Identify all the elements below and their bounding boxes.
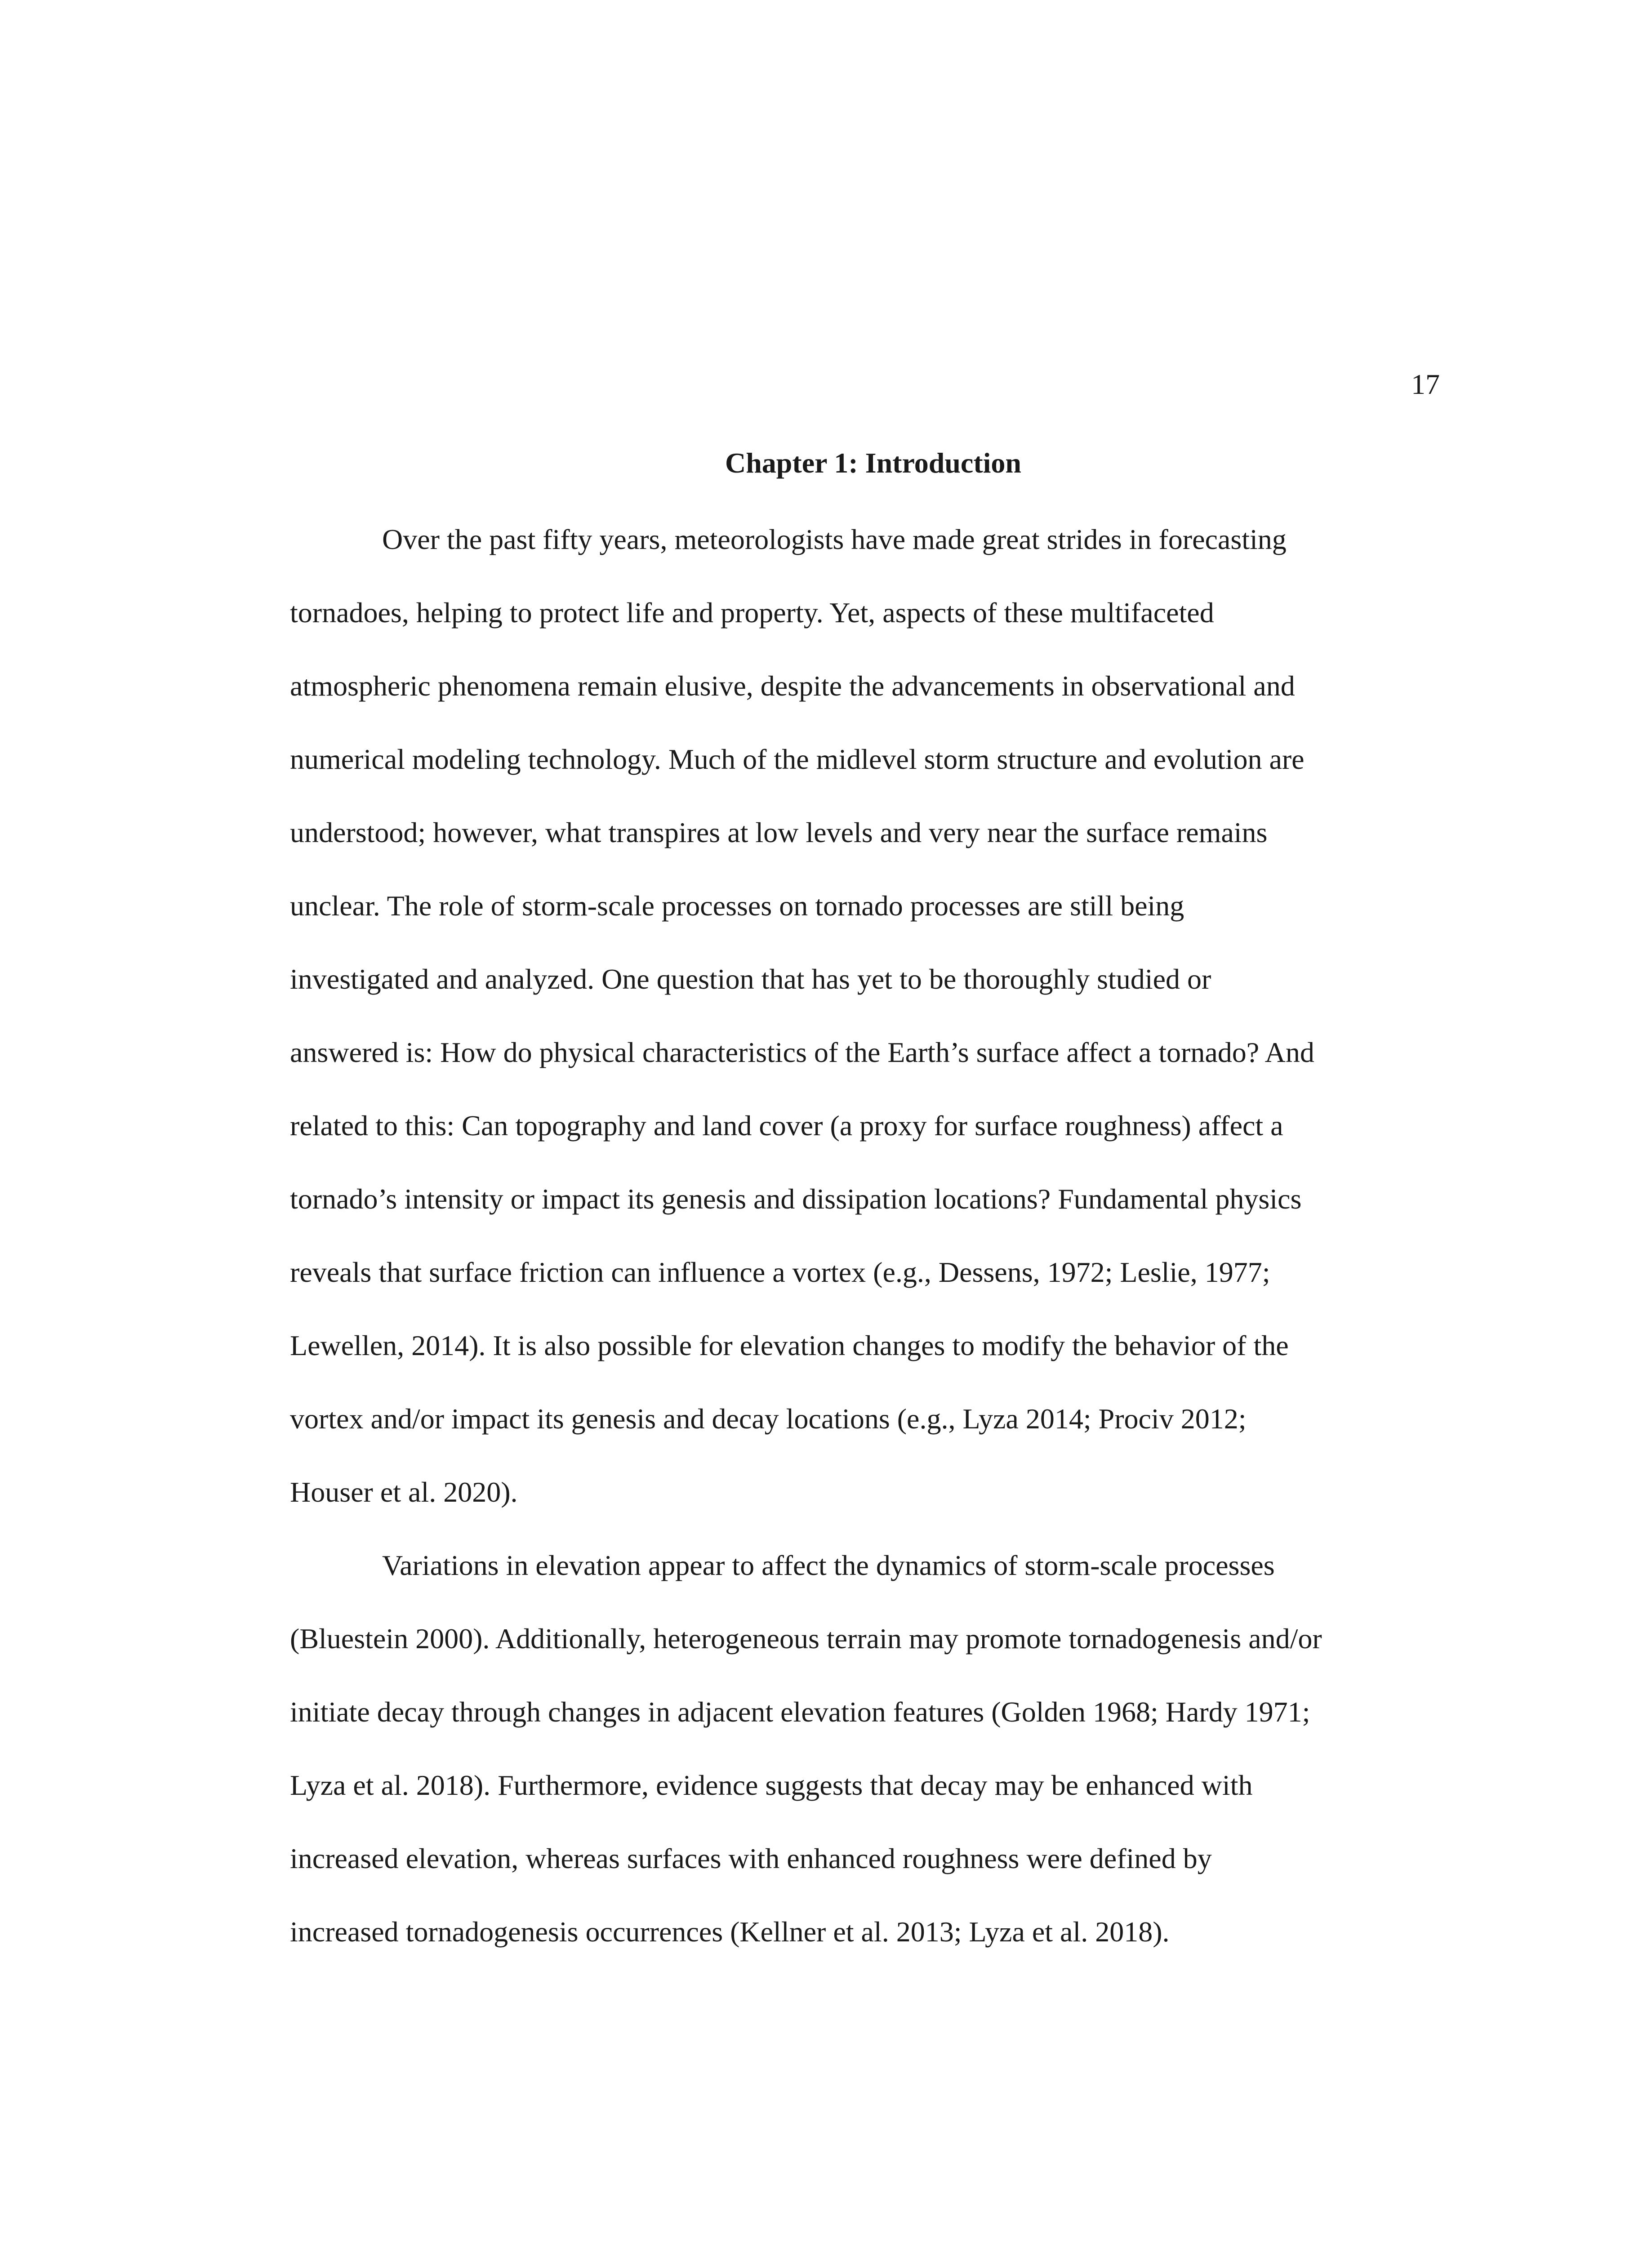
paragraph-line: Lyza et al. 2018). Furthermore, evidence suggests that decay may be enhanced with	[290, 1769, 1253, 1801]
paragraph-line: answered is: How do physical characteristics of the Earth’s surface affect a tornado? And	[290, 1036, 1314, 1068]
body-text	[290, 445, 1432, 1968]
paragraph-line: Houser et al. 2020).	[290, 1476, 518, 1508]
paragraph-1	[290, 503, 1432, 1529]
page-number: 17	[1411, 368, 1440, 400]
paragraph-line: numerical modeling technology. Much of the midlevel storm structure and evolution are	[290, 743, 1305, 775]
paragraph-line: (Bluestein 2000). Additionally, heterogeneous terrain may promote tornadogenesis and/or	[290, 1623, 1322, 1655]
paragraph-line: reveals that surface friction can influence a vortex (e.g., Dessens, 1972; Leslie, 1977;	[290, 1256, 1270, 1288]
paragraph-line: tornado’s intensity or impact its genesis and dissipation locations? Fundamental physics	[290, 1183, 1302, 1215]
paragraph-line: tornadoes, helping to protect life and property. Yet, aspects of these multifaceted	[290, 597, 1214, 629]
paragraph-line: Variations in elevation appear to affect the dynamics of storm-scale processes	[382, 1549, 1275, 1581]
paragraph-line: unclear. The role of storm-scale processes on tornado processes are still being	[290, 890, 1184, 922]
paragraph-line: increased elevation, whereas surfaces with enhanced roughness were defined by	[290, 1842, 1212, 1874]
chapter-title: Chapter 1: Introduction	[725, 447, 1022, 479]
paragraph-line: Lewellen, 2014). It is also possible for elevation changes to modify the behavior of the	[290, 1329, 1289, 1361]
paragraph-line: initiate decay through changes in adjacent elevation features (Golden 1968; Hardy 1971;	[290, 1696, 1310, 1728]
paragraph-2	[290, 1529, 1432, 1968]
paragraph-line: related to this: Can topography and land cover (a proxy for surface roughness) affect a	[290, 1110, 1283, 1142]
paragraph-line: vortex and/or impact its genesis and decay locations (e.g., Lyza 2014; Prociv 2012;	[290, 1403, 1247, 1435]
paragraph-line: atmospheric phenomena remain elusive, despite the advancements in observational and	[290, 670, 1295, 702]
paragraph-line: Over the past fifty years, meteorologists have made great strides in forecasting	[382, 523, 1287, 555]
paragraph-line: increased tornadogenesis occurrences (Kellner et al. 2013; Lyza et al. 2018).	[290, 1916, 1170, 1948]
paragraph-line: investigated and analyzed. One question that has yet to be thoroughly studied or	[290, 963, 1211, 995]
paragraph-line: understood; however, what transpires at low levels and very near the surface remains	[290, 816, 1268, 848]
